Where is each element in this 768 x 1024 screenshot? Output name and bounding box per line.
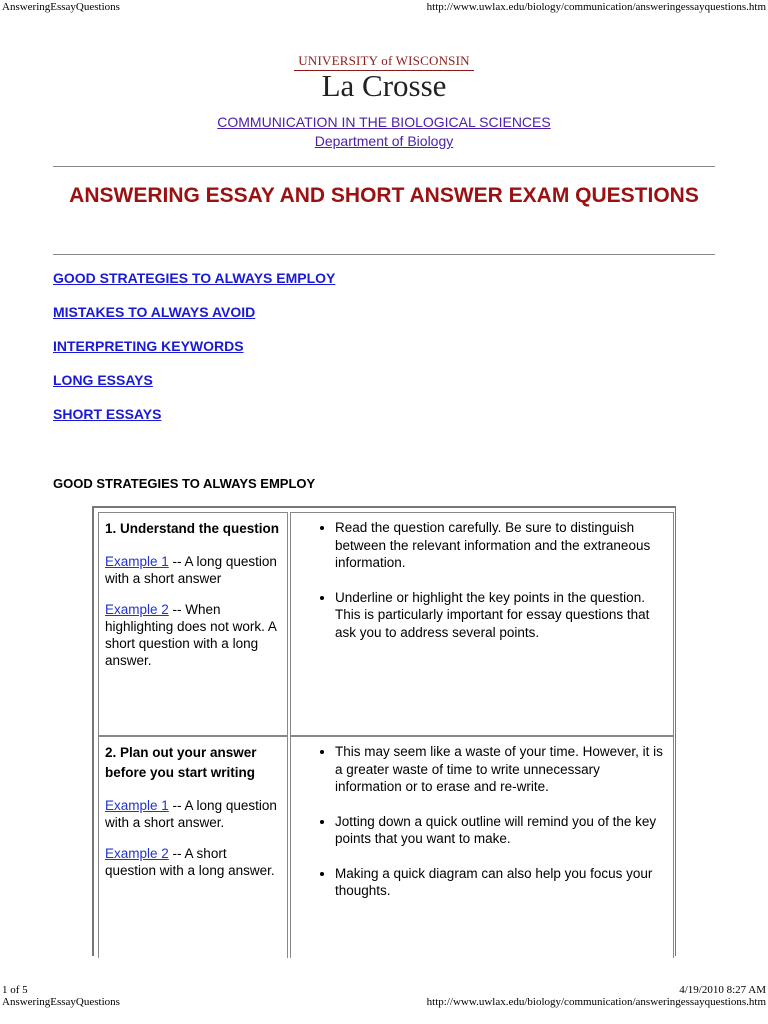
- toc-item: [53, 338, 244, 354]
- toc-item: [53, 372, 153, 388]
- toc-link-strategies[interactable]: GOOD STRATEGIES TO ALWAYS EMPLOY: [53, 270, 336, 286]
- page-count: 1 of 5: [2, 984, 28, 996]
- table-cell-right: [290, 512, 674, 736]
- print-footer: [0, 984, 768, 996]
- table-cell-left: [98, 512, 288, 736]
- print-footer-title: AnsweringEssayQuestions: [2, 996, 120, 1008]
- bullet-item: • Making a quick diagram can also help you focus your thoughts.: [335, 865, 665, 900]
- print-footer-next: [0, 996, 768, 1008]
- strategy-heading: 1. Understand the question: [105, 521, 280, 536]
- example-paragraph: [105, 797, 281, 831]
- example-paragraph: [105, 553, 281, 587]
- page-title: ANSWERING ESSAY AND SHORT ANSWER EXAM QUESTIONS: [69, 184, 699, 207]
- example-1-link[interactable]: Example 1: [105, 798, 169, 813]
- example-2-text: -- A short question with a long answer.: [105, 846, 275, 878]
- bullet-item: • Read the question carefully. Be sure to distinguish between the relevant information and the extraneous information.: [335, 519, 665, 572]
- logo-university: UNIVERSITY of WISCONSIN: [294, 53, 473, 71]
- toc-link-long-essays[interactable]: LONG ESSAYS: [53, 372, 153, 388]
- bullet-item: • This may seem like a waste of your time. However, it is a greater waste of time to write unnecessary information or to erase and re-write.: [335, 743, 665, 796]
- section-heading: GOOD STRATEGIES TO ALWAYS EMPLOY: [53, 476, 316, 491]
- bullet-list: [305, 743, 665, 900]
- department-link[interactable]: Department of Biology: [314, 133, 454, 149]
- example-2-text: -- When highlighting does not work. A short question with a long answer.: [105, 602, 277, 668]
- table-cell-right: [290, 736, 674, 958]
- toc-link-keywords[interactable]: INTERPRETING KEYWORDS: [53, 338, 244, 354]
- communication-link[interactable]: COMMUNICATION IN THE BIOLOGICAL SCIENCES: [217, 114, 551, 130]
- example-paragraph: [105, 845, 281, 879]
- print-header-url: http://www.uwlax.edu/biology/communication/answeringessayquestions.htm: [426, 1, 766, 13]
- divider-bottom: [53, 254, 715, 255]
- example-1-text: -- A long question with a short answer: [105, 554, 277, 586]
- print-header-title: AnsweringEssayQuestions: [2, 1, 120, 13]
- bullet-list: [305, 519, 665, 641]
- table-cell-left: [98, 736, 288, 958]
- toc-item: [53, 270, 335, 286]
- bullet-item: • Underline or highlight the key points in the question. This is particularly important for essay questions that ask you to address several points.: [335, 589, 665, 642]
- university-logo: [0, 52, 768, 101]
- toc-item: [53, 406, 161, 422]
- logo-campus: La Crosse: [321, 68, 447, 103]
- example-2-link[interactable]: Example 2: [105, 602, 169, 617]
- example-1-link[interactable]: Example 1: [105, 554, 169, 569]
- example-paragraph: [105, 601, 281, 669]
- dept-line-2: [0, 133, 768, 149]
- print-footer-url: http://www.uwlax.edu/biology/communication/answeringessayquestions.htm: [426, 996, 766, 1008]
- print-date: 4/19/2010 8:27 AM: [679, 984, 766, 996]
- toc-item: [53, 304, 255, 320]
- divider-top: [53, 166, 715, 167]
- bullet-item: • Jotting down a quick outline will remind you of the key points that you want to make.: [335, 813, 665, 848]
- toc-link-short-essays[interactable]: SHORT ESSAYS: [53, 406, 162, 422]
- dept-line-1: [0, 114, 768, 130]
- strategy-heading: 2. Plan out your answer before you start writing: [105, 745, 257, 780]
- strategies-table: [92, 506, 676, 956]
- print-header: [0, 1, 768, 13]
- example-2-link[interactable]: Example 2: [105, 846, 169, 861]
- example-1-text: -- A long question with a short answer.: [105, 798, 277, 830]
- toc-link-mistakes[interactable]: MISTAKES TO ALWAYS AVOID: [53, 304, 256, 320]
